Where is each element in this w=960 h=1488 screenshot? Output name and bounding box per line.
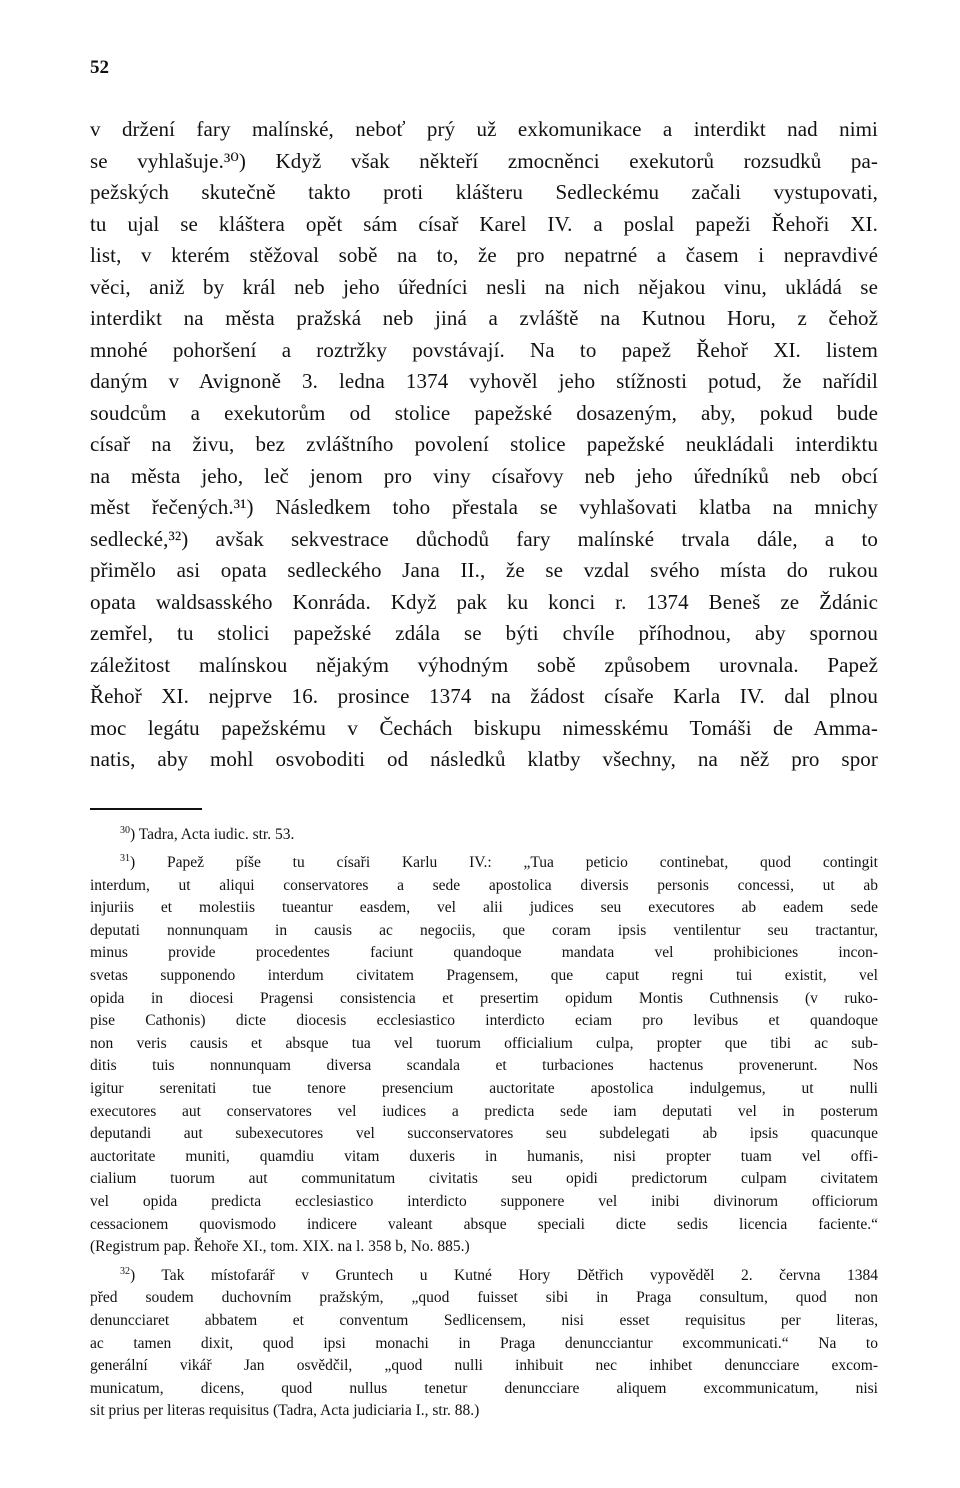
footnote-line: cialium tuorum aut communitatum civitatis seu opidi predictorum culpam civitatem (90, 1170, 878, 1188)
footnote-line: svetas supponendo interdum civitatem Pragensem, que caput regni tui existit, vel (90, 967, 878, 985)
footnote-text: ) Tadra, Acta iudic. str. 53. (130, 825, 295, 843)
text-line: daným v Avignoně 3. ledna 1374 vyhověl jeho stížnosti potud, že nařídil (90, 369, 878, 393)
page (90, 58, 878, 1429)
text-line: natis, aby mohl osvoboditi od následků klatby všechny, na něž pro spor (90, 747, 878, 771)
footnote-line: ac tamen dixit, quod ipsi monachi in Praga denuncciantur excommunicati.“ Na to (90, 1334, 878, 1352)
text-line: sedlecké,³²) avšak sekvestrace důchodů fary malínské trvala dále, a to (90, 526, 878, 551)
footnote-line: před soudem duchovním pražským, „quod fuisset sibi in Praga consultum, quod non (90, 1289, 878, 1307)
text-line: Řehoř XI. nejprve 16. prosince 1374 na žádost císaře Karla IV. dal plnou (90, 684, 878, 708)
footnote-text: ) Tak místofarář v Gruntech u Kutné Hory Dětřich vypověděl 2. června 1384 (130, 1266, 878, 1284)
footnote-line: pise Cathonis) dicte diocesis ecclesiastico interdicto eciam pro levibus et quandoque (90, 1012, 878, 1030)
footnote-line: cessacionem quovismodo indicere valeant absque speciali dicte sedis licencia faciente.“ (90, 1215, 878, 1233)
footnote-line: vel opida predicta ecclesiastico interdicto supponere vel inibi divinorum officiorum (90, 1193, 878, 1210)
footnote-line (90, 1265, 878, 1288)
footnote-text: ) Papež píše tu císaři Karlu IV.: „Tua peticio continebat, quod contingit (130, 854, 878, 872)
text-line: měst řečených.³¹) Následkem toho přestala se vyhlašovati klatba na mnichy (90, 495, 878, 519)
footnote-divider (90, 808, 202, 810)
text-line: se vyhlašuje.³⁰) Když však někteří zmocněnci exekutorů rozsudků pa- (90, 148, 878, 173)
footnote-line: igitur serenitati tue tenore presencium auctoritate apostolica indulgemus, ut nulli (90, 1080, 878, 1098)
footnote-line: municatum, dicens, quod nullus tenetur denuncciare aliquem excommunicatum, nisi (90, 1379, 878, 1397)
text-line: pežských skutečně takto proti klášteru Sedleckému začali vystupovati, (90, 180, 878, 204)
text-line: soudcům a exekutorům od stolice papežské dosazeným, aby, pokud bude (90, 400, 878, 425)
text-line: v držení fary malínské, neboť prý už exkomunikace a interdikt nad nimi (90, 117, 878, 141)
footnote-line (90, 852, 878, 875)
footnote-line: deputati nonnunquam in causis ac negociis, que coram ipsis ventilentur seu tractantur, (90, 921, 878, 939)
footnote-line: opida in diocesi Pragensi consistencia et presertim opidum Montis Cuthnensis (v ruko- (90, 989, 878, 1007)
text-line: přimělo asi opata sedleckého Jana II., že se vzdal svého místa do rukou (90, 558, 878, 582)
text-line: mnohé pohoršení a roztržky povstávají. Na to papež Řehoř XI. listem (90, 337, 878, 362)
page-number: 52 (90, 57, 109, 78)
text-line: opata waldsasského Konráda. Když pak ku konci r. 1374 Beneš ze Ždánic (90, 589, 878, 614)
footnote-number: 32 (120, 1265, 130, 1277)
footnote-32 (90, 1265, 878, 1423)
text-line: záležitost malínskou nějakým výhodným sobě způsobem urovnala. Papež (90, 652, 878, 677)
footnote-line: deputandi aut subexecutores vel succonservatores seu subdelegati ab ipsis quacunque (90, 1125, 878, 1143)
footnote-31 (90, 852, 878, 1259)
footnote-number: 31 (120, 852, 130, 864)
footnote-line: executores aut conservatores vel iudices a predicta sede iam deputati vel in posterum (90, 1102, 878, 1120)
text-line: věci, aniž by král neb jeho úředníci nesli na nich nějakou vinu, ukládá se (90, 274, 878, 299)
text-line: moc legátu papežskému v Čechách biskupu nimesskému Tomáši de Amma- (90, 715, 878, 740)
footnote-line (90, 824, 878, 847)
footnote-line: injuriis et molestiis tueantur easdem, vel alii judices seu executores ab eadem sede (90, 899, 878, 917)
footnote-line: non veris causis et absque tua vel tuorum officialium culpa, propter que tibi ac sub- (90, 1034, 878, 1052)
footnote-number: 30 (120, 824, 130, 836)
footnote-line: sit prius per literas requisitus (Tadra, Acta judiciaria I., str. 88.) (90, 1402, 480, 1420)
footnote-line: generální vikář Jan osvědčil, „quod nulli inhibuit nec inhibet denuncciare excom- (90, 1357, 878, 1375)
text-line: interdikt na města pražská neb jiná a zvláště na Kutnou Horu, z čehož (90, 306, 878, 330)
footnote-line: interdum, ut aliqui conservatores a sede apostolica diversis personis concessi, ut ab (90, 876, 878, 894)
footnote-line: minus provide procedentes faciunt quandoque mandata vel prohibiciones incon- (90, 944, 878, 962)
text-line: zemřel, tu stolici papežské zdála se býti chvíle příhodnou, aby spornou (90, 621, 878, 645)
footnote-line: auctoritate muniti, quamdiu vitam duxeris in humanis, nisi propter tuam vel offi- (90, 1147, 878, 1165)
text-line: císař na živu, bez zvláštního povolení stolice papežské neukládali interdiktu (90, 432, 878, 456)
footnote-line: denuncciaret abbatem et conventum Sedlicensem, nisi esset requisitus per literas, (90, 1311, 878, 1329)
main-text (90, 114, 878, 776)
footnote-line: ditis tuis nonnunquam diversa scandala et turbaciones hactenus provenerunt. Nos (90, 1057, 878, 1075)
text-line: na města jeho, leč jenom pro viny císařovy neb jeho úředníků neb obcí (90, 463, 878, 488)
text-line: list, v kterém stěžoval sobě na to, že pro nepatrné a časem i nepravdivé (90, 243, 878, 267)
footnotes (90, 824, 878, 1423)
text-line: tu ujal se kláštera opět sám císař Karel IV. a poslal papeži Řehoři XI. (90, 211, 878, 236)
footnote-line: (Registrum pap. Řehoře XI., tom. XIX. na l. 358 b, No. 885.) (90, 1238, 470, 1256)
footnote-30 (90, 824, 878, 847)
